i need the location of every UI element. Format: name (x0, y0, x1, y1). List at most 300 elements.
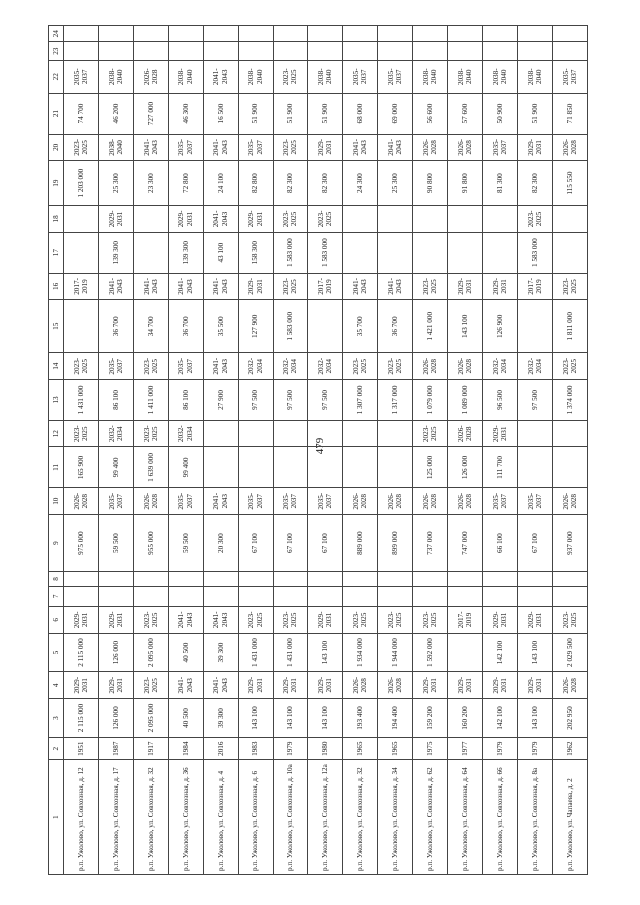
table-cell: 937 000 (552, 514, 587, 571)
address-cell: р.п. Ужолово, ул. Совхозная, д. 66 (483, 760, 518, 875)
table-cell: 2035-​2037 (98, 488, 133, 515)
address-cell: р.п. Ужолово, ул. Совхозная, д. 17 (98, 760, 133, 875)
table-cell: 67 100 (308, 514, 343, 571)
table-cell: 2041-​2043 (203, 353, 238, 380)
table-cell: 72 800 (168, 161, 203, 206)
table-cell: 68 000 (343, 93, 378, 134)
table-cell: 1980 (308, 737, 343, 760)
table-cell: 1 944 000 (378, 633, 413, 672)
column-header: 3 (49, 699, 64, 738)
table-cell (413, 232, 448, 273)
table-cell: 126 000 (98, 699, 133, 738)
table-cell: 67 100 (273, 514, 308, 571)
table-cell: 66 100 (483, 514, 518, 571)
table-cell: 35 700 (343, 300, 378, 353)
table-cell (273, 586, 308, 606)
column-header: 24 (49, 26, 64, 42)
table-cell (552, 420, 587, 447)
table-cell (203, 447, 238, 488)
table-cell: 1965 (378, 737, 413, 760)
table-cell: 2029-​2031 (483, 607, 518, 634)
table-cell (483, 586, 518, 606)
page-number: 479 (314, 437, 326, 455)
table-cell: 2035-​2037 (343, 60, 378, 93)
table-cell: 2026-​2028 (552, 672, 587, 699)
table-cell: 91 800 (448, 161, 483, 206)
table-cell: 2035-​2037 (168, 488, 203, 515)
table-cell (203, 42, 238, 60)
table-cell (413, 42, 448, 60)
table-cell: 2035-​2037 (378, 60, 413, 93)
table-cell: 1 592 000 (413, 633, 448, 672)
table-cell (343, 206, 378, 233)
table-cell: 142 100 (483, 633, 518, 672)
table-cell: 2023-​2025 (413, 607, 448, 634)
table-cell: 46 300 (168, 93, 203, 134)
table-cell: 2032-​2034 (168, 420, 203, 447)
table-cell (98, 572, 133, 586)
table-cell: 2041-​2043 (203, 607, 238, 634)
table-cell: 2 095 000 (133, 633, 168, 672)
table-cell: 2023-​2025 (273, 206, 308, 233)
table-cell (517, 42, 552, 60)
table-cell (343, 572, 378, 586)
table-cell: 1965 (343, 737, 378, 760)
table-cell: 2026-​2028 (133, 60, 168, 93)
table-cell: 2029-​2031 (517, 134, 552, 161)
table-cell: 2026-​2028 (448, 420, 483, 447)
table-cell: 2023-​2025 (64, 420, 99, 447)
table-cell: 82 800 (238, 161, 273, 206)
table-cell: 69 000 (378, 93, 413, 134)
table-cell: 2026-​2028 (413, 353, 448, 380)
table-cell: 2032-​2034 (483, 353, 518, 380)
table-cell: 126 000 (98, 633, 133, 672)
table-cell: 2 029 500 (552, 633, 587, 672)
table-cell (552, 26, 587, 42)
table-cell (133, 206, 168, 233)
table-cell: 1 639 000 (133, 447, 168, 488)
table-row (64, 26, 99, 875)
table-cell (413, 206, 448, 233)
table-cell (64, 232, 99, 273)
table-cell: 2023-​2025 (413, 273, 448, 300)
table-cell: 2023-​2025 (552, 273, 587, 300)
address-cell: р.п. Ужолово, ул. Совхозная, д. 8а (517, 760, 552, 875)
table-cell: 2026-​2028 (448, 488, 483, 515)
table-cell: 955 000 (133, 514, 168, 571)
table-cell: 2041-​2043 (203, 488, 238, 515)
column-header: 11 (49, 447, 64, 488)
table-cell: 2 115 000 (64, 699, 99, 738)
table-cell (308, 572, 343, 586)
table-cell: 127 900 (238, 300, 273, 353)
table-cell: 51 900 (273, 93, 308, 134)
table-cell (413, 572, 448, 586)
table-cell: 2029-​2031 (168, 206, 203, 233)
table-cell (483, 26, 518, 42)
table-cell: 1917 (133, 737, 168, 760)
table-cell: 1 421 000 (413, 300, 448, 353)
table-cell: 51 900 (517, 93, 552, 134)
table-cell (308, 42, 343, 60)
table-cell (64, 300, 99, 353)
table-cell: 24 100 (203, 161, 238, 206)
table-cell: 1 317 000 (378, 379, 413, 420)
table-cell: 2029-​2031 (413, 672, 448, 699)
address-cell: р.п. Ужолово, ул. Совхозная, д. 6 (238, 760, 273, 875)
table-cell (238, 42, 273, 60)
table-cell: 74 700 (64, 93, 99, 134)
table-cell: 67 100 (517, 514, 552, 571)
table-cell (168, 42, 203, 60)
table-cell: 1 934 000 (343, 633, 378, 672)
table-cell: 2023-​2025 (273, 134, 308, 161)
table-cell: 2038-​2040 (483, 60, 518, 93)
table-cell: 2026-​2028 (413, 488, 448, 515)
table-cell (448, 42, 483, 60)
table-cell: 2032-​2034 (273, 353, 308, 380)
table-cell (378, 420, 413, 447)
table-cell: 2041-​2043 (168, 607, 203, 634)
column-header: 22 (49, 60, 64, 93)
table-cell (448, 206, 483, 233)
column-header: 7 (49, 586, 64, 606)
table-cell: 2026-​2028 (448, 353, 483, 380)
table-cell (308, 586, 343, 606)
address-cell: р.п. Ужолово, ул. Совхозная, д. 12 (64, 760, 99, 875)
table-cell: 1 411 000 (133, 379, 168, 420)
table-cell: 160 200 (448, 699, 483, 738)
table-cell: 1 583 000 (517, 232, 552, 273)
table-cell: 2023-​2025 (238, 607, 273, 634)
table-cell: 2041-​2043 (203, 134, 238, 161)
table-cell: 2029-​2031 (483, 273, 518, 300)
column-header: 12 (49, 420, 64, 447)
table-cell (133, 232, 168, 273)
table-cell (273, 572, 308, 586)
address-cell: р.п. Ужолово, ул. Чапаева, д. 2 (552, 760, 587, 875)
table-cell (552, 42, 587, 60)
table-cell: 2029-​2031 (483, 420, 518, 447)
table-cell: 202 950 (552, 699, 587, 738)
column-header: 21 (49, 93, 64, 134)
table-cell: 2041-​2043 (378, 134, 413, 161)
table-cell: 36 700 (378, 300, 413, 353)
table-cell: 16 500 (203, 93, 238, 134)
table-cell (64, 206, 99, 233)
table-cell (64, 586, 99, 606)
table-cell (133, 26, 168, 42)
table-cell: 2035-​2037 (238, 488, 273, 515)
column-header: 17 (49, 232, 64, 273)
table-cell: 889 000 (343, 514, 378, 571)
column-header: 13 (49, 379, 64, 420)
table-cell (133, 572, 168, 586)
table-cell: 159 200 (413, 699, 448, 738)
table-cell: 2023-​2025 (413, 420, 448, 447)
table-cell (552, 447, 587, 488)
table-cell: 115 550 (552, 161, 587, 206)
table-cell: 143 100 (308, 633, 343, 672)
table-cell (133, 586, 168, 606)
table-cell (273, 420, 308, 447)
table-cell: 35 500 (203, 300, 238, 353)
table-cell: 143 100 (238, 699, 273, 738)
table-body (64, 26, 588, 875)
table-cell: 2032-​2034 (517, 353, 552, 380)
table-cell: 2038-​2040 (168, 60, 203, 93)
table-cell: 2023-​2025 (133, 420, 168, 447)
address-cell: р.п. Ужолово, ул. Совхозная, д. 62 (413, 760, 448, 875)
column-header: 15 (49, 300, 64, 353)
table-cell: 59 500 (168, 514, 203, 571)
table-cell: 2029-​2031 (308, 672, 343, 699)
table-cell: 1 307 000 (343, 379, 378, 420)
table-cell (273, 42, 308, 60)
table-cell: 2026-​2028 (343, 672, 378, 699)
table-cell (273, 447, 308, 488)
table-cell: 25 300 (378, 161, 413, 206)
table-cell (168, 26, 203, 42)
table-cell: 1951 (64, 737, 99, 760)
table-cell: 2029-​2031 (448, 672, 483, 699)
table-cell (378, 586, 413, 606)
table-cell: 2026-​2028 (552, 488, 587, 515)
table-cell: 1977 (448, 737, 483, 760)
table-cell: 975 000 (64, 514, 99, 571)
table-row (133, 26, 168, 875)
address-cell: р.п. Ужолово, ул. Совхозная, д. 36 (168, 760, 203, 875)
table-cell (448, 26, 483, 42)
table-cell: 2029-​2031 (448, 273, 483, 300)
table-cell (203, 420, 238, 447)
table-cell: 1984 (168, 737, 203, 760)
table-cell: 2041-​2043 (133, 134, 168, 161)
table-cell (238, 586, 273, 606)
table-cell: 99 400 (98, 447, 133, 488)
table-cell: 46 200 (98, 93, 133, 134)
table-cell (517, 26, 552, 42)
table-cell: 1979 (273, 737, 308, 760)
table-row (273, 26, 308, 875)
column-number-header (49, 26, 64, 875)
table-cell: 2029-​2031 (64, 672, 99, 699)
table-cell (343, 42, 378, 60)
address-cell: р.п. Ужолово, ул. Совхозная, д. 12а (308, 760, 343, 875)
table-cell (308, 300, 343, 353)
table-cell: 36 700 (98, 300, 133, 353)
table-cell: 143 100 (273, 699, 308, 738)
table-cell: 2029-​2031 (98, 607, 133, 634)
table-cell: 2041-​2043 (203, 206, 238, 233)
table-cell (64, 572, 99, 586)
table-cell: 51 900 (238, 93, 273, 134)
table-cell: 2041-​2043 (203, 273, 238, 300)
table-cell: 71 850 (552, 93, 587, 134)
table-row (448, 26, 483, 875)
table-cell: 737 000 (413, 514, 448, 571)
table-cell: 25 300 (98, 161, 133, 206)
table-cell (483, 232, 518, 273)
column-header: 19 (49, 161, 64, 206)
table-cell (552, 232, 587, 273)
table-cell: 24 300 (343, 161, 378, 206)
table-cell: 2023-​2025 (517, 206, 552, 233)
column-header: 4 (49, 672, 64, 699)
table-row (378, 26, 413, 875)
table-cell: 2023-​2025 (552, 607, 587, 634)
column-header: 2 (49, 737, 64, 760)
table-cell (483, 42, 518, 60)
table-cell: 2032-​2034 (308, 353, 343, 380)
table-cell: 1 431 000 (64, 379, 99, 420)
table-cell (238, 420, 273, 447)
table-cell (378, 26, 413, 42)
table-cell (343, 447, 378, 488)
table-cell (378, 206, 413, 233)
table-cell: 2023-​2025 (273, 273, 308, 300)
table-cell: 2026-​2028 (552, 134, 587, 161)
table-cell (448, 232, 483, 273)
table-cell: 2041-​2043 (133, 273, 168, 300)
table-cell: 97 500 (238, 379, 273, 420)
table-cell: 36 700 (168, 300, 203, 353)
table-cell (168, 572, 203, 586)
table-cell (203, 586, 238, 606)
repair-schedule-table (48, 25, 588, 875)
table-cell: 57 600 (448, 93, 483, 134)
table-cell: 2038-​2040 (98, 134, 133, 161)
table-cell: 2035-​2037 (273, 488, 308, 515)
table-cell: 23 300 (133, 161, 168, 206)
table-cell: 2016 (203, 737, 238, 760)
table-cell: 40 500 (168, 699, 203, 738)
table-cell: 82 300 (517, 161, 552, 206)
table-cell (98, 26, 133, 42)
table-cell: 2029-​2031 (238, 672, 273, 699)
column-header: 6 (49, 607, 64, 634)
table-cell: 2041-​2043 (203, 60, 238, 93)
table-cell: 2029-​2031 (98, 206, 133, 233)
table-cell: 2035-​2037 (168, 353, 203, 380)
table-cell: 1987 (98, 737, 133, 760)
table-cell: 2023-​2025 (64, 134, 99, 161)
table-cell: 2017-​2019 (308, 273, 343, 300)
table-cell: 2041-​2043 (203, 672, 238, 699)
table-cell (308, 26, 343, 42)
table-cell: 27 900 (203, 379, 238, 420)
table-cell: 899 000 (378, 514, 413, 571)
column-header: 16 (49, 273, 64, 300)
table-cell: 2026-​2028 (413, 134, 448, 161)
table-cell: 143 100 (448, 300, 483, 353)
table-cell: 2029-​2031 (273, 672, 308, 699)
table-cell: 2035-​2037 (517, 488, 552, 515)
table-cell: 2035-​2037 (168, 134, 203, 161)
table-cell (273, 26, 308, 42)
table-cell (343, 26, 378, 42)
table-cell: 126 900 (483, 300, 518, 353)
table-cell: 96 500 (483, 379, 518, 420)
table-cell (343, 586, 378, 606)
column-header: 18 (49, 206, 64, 233)
table-cell (238, 447, 273, 488)
table-cell: 2038-​2040 (448, 60, 483, 93)
table-cell: 1975 (413, 737, 448, 760)
table-cell: 86 100 (98, 379, 133, 420)
table-cell: 20 300 (203, 514, 238, 571)
table-cell: 727 000 (133, 93, 168, 134)
table-cell (552, 206, 587, 233)
table-cell: 139 300 (168, 232, 203, 273)
table-cell (203, 572, 238, 586)
table-cell: 1979 (517, 737, 552, 760)
table-cell: 2029-​2031 (238, 273, 273, 300)
table-row (238, 26, 273, 875)
table-cell: 2023-​2025 (64, 353, 99, 380)
table-cell: 2041-​2043 (168, 672, 203, 699)
table-cell: 2026-​2028 (343, 488, 378, 515)
table-cell: 1 089 000 (448, 379, 483, 420)
table-cell: 82 300 (308, 161, 343, 206)
table-cell: 43 100 (203, 232, 238, 273)
table-cell: 59 500 (98, 514, 133, 571)
table-cell: 2026-​2028 (133, 488, 168, 515)
table-cell (517, 300, 552, 353)
table-cell: 2017-​2019 (448, 607, 483, 634)
table-cell: 1 583 000 (273, 300, 308, 353)
table-cell (238, 26, 273, 42)
table-cell (168, 586, 203, 606)
table-cell: 2041-​2043 (98, 273, 133, 300)
column-header: 20 (49, 134, 64, 161)
table-cell (203, 26, 238, 42)
table-cell: 1983 (238, 737, 273, 760)
table-cell: 97 500 (517, 379, 552, 420)
column-header: 14 (49, 353, 64, 380)
table-cell (517, 586, 552, 606)
table-cell: 2038-​2040 (413, 60, 448, 93)
table-cell: 2023-​2025 (273, 607, 308, 634)
table-cell (517, 572, 552, 586)
table-cell: 86 100 (168, 379, 203, 420)
table-cell (378, 42, 413, 60)
table-row (168, 26, 203, 875)
table-cell: 1 811 000 (552, 300, 587, 353)
table-cell: 111 700 (483, 447, 518, 488)
table-cell: 2035-​2037 (552, 60, 587, 93)
column-header: 10 (49, 488, 64, 515)
table-row (98, 26, 133, 875)
address-cell: р.п. Ужолово, ул. Совхозная, д. 10а (273, 760, 308, 875)
table-cell: 2023-​2025 (133, 672, 168, 699)
table-cell: 747 000 (448, 514, 483, 571)
table-cell: 34 700 (133, 300, 168, 353)
table-cell (413, 26, 448, 42)
address-cell: р.п. Ужолово, ул. Совхозная, д. 34 (378, 760, 413, 875)
table-cell: 2029-​2031 (308, 607, 343, 634)
table-cell: 2041-​2043 (378, 273, 413, 300)
column-header: 23 (49, 42, 64, 60)
table-cell: 2038-​2040 (98, 60, 133, 93)
table-row (343, 26, 378, 875)
table-cell (378, 572, 413, 586)
column-header: 1 (49, 760, 64, 875)
table-cell (133, 42, 168, 60)
table-cell: 2029-​2031 (517, 672, 552, 699)
table-cell: 2 115 000 (64, 633, 99, 672)
